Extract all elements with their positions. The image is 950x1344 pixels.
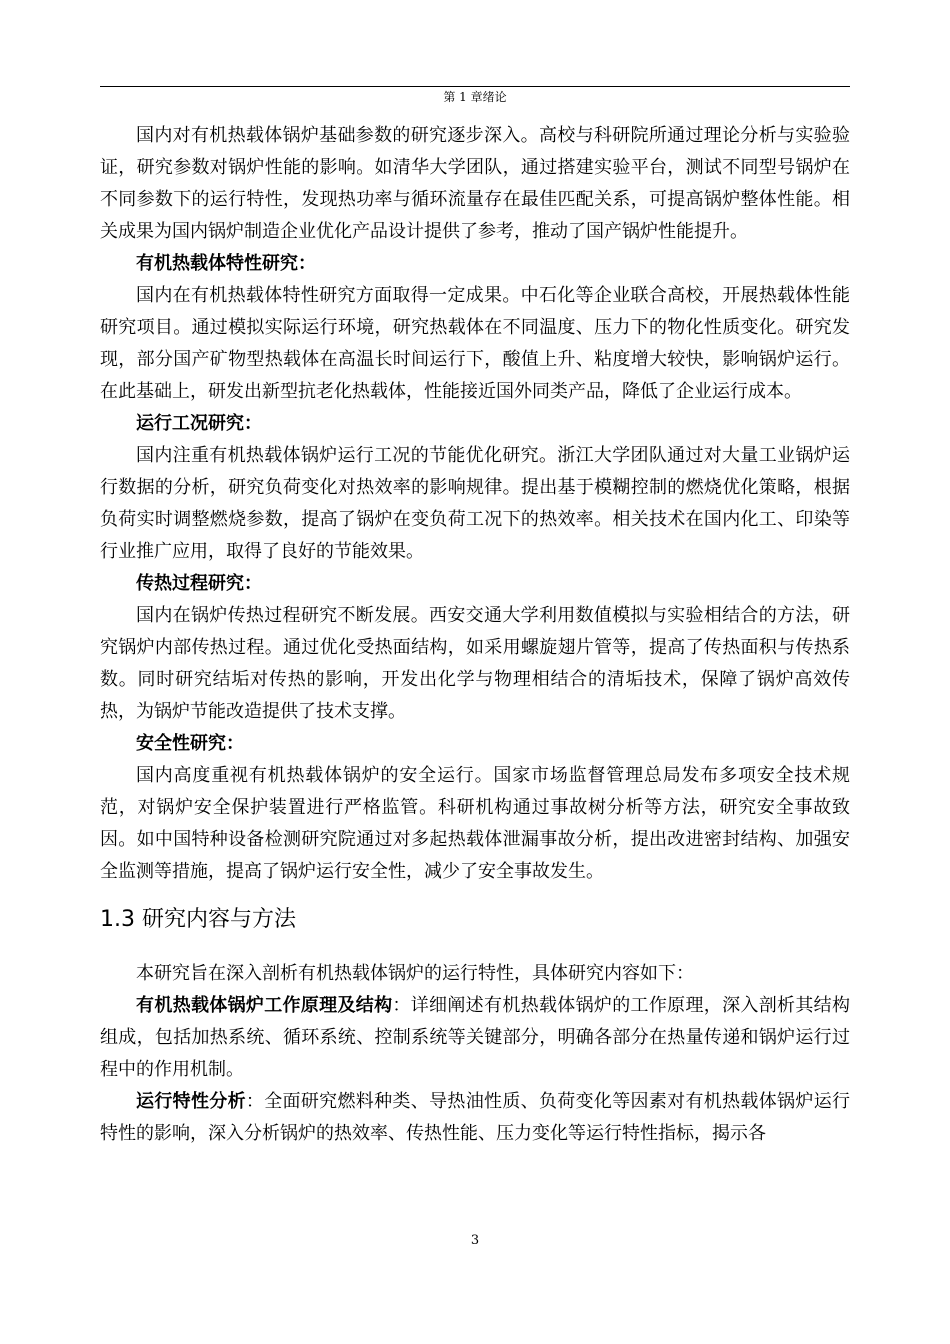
subheading-operating-conditions: 运行工况研究： (136, 413, 262, 434)
page-number: 3 (470, 1233, 480, 1248)
subheading-heat-transfer: 传热过程研究： (136, 573, 262, 594)
body-operating-analysis: ：全面研究燃料种类、导热油性质、负荷变化等因素对有机热载体锅炉运行特性的影响，深入分析锅炉的热效率、传热性能、压力变化等运行特性指标，揭示各 (100, 1091, 851, 1144)
paragraph-heat-carrier: 国内在有机热载体特性研究方面取得一定成果。中石化等企业联合高校，开展热载体性能研究项目。通过模拟实际运行环境，研究热载体在不同温度、压力下的物化性质变化。研究发现，部分国产矿物型热载体在高温长时间运行下，酸值上升、粘度增大较快，影响锅炉运行。在此基础上，研发出新型抗老化热载体，性能接近国外同类产品，降低了企业运行成本。 (100, 285, 850, 402)
subheading-safety: 安全性研究： (136, 733, 244, 754)
paragraph-research-intro: 本研究旨在深入剖析有机热载体锅炉的运行特性，具体研究内容如下： (136, 963, 694, 984)
lead-working-principle: 有机热载体锅炉工作原理及结构 (136, 995, 393, 1016)
subheading-heat-carrier: 有机热载体特性研究： (136, 253, 316, 274)
paragraph-heat-transfer: 国内在锅炉传热过程研究不断发展。西安交通大学利用数值模拟与实验相结合的方法，研究锅炉内部传热过程。通过优化受热面结构，如采用螺旋翅片管等，提高了传热面积与传热系数。同时研究结垢对传热的影响，开发出化学与物理相结合的清垢技术，保障了锅炉高效传热，为锅炉节能改造提供了技术支撑。 (100, 605, 850, 722)
paragraph-operating-conditions: 国内注重有机热载体锅炉运行工况的节能优化研究。浙江大学团队通过对大量工业锅炉运行数据的分析，研究负荷变化对热效率的影响规律。提出基于模糊控制的燃烧优化策略，根据负荷实时调整燃烧参数，提高了锅炉在变负荷工况下的热效率。相关技术在国内化工、印染等行业推广应用，取得了良好的节能效果。 (100, 445, 850, 562)
paragraph-working-principle (100, 990, 850, 1086)
lead-operating-analysis: 运行特性分析 (136, 1091, 246, 1112)
paragraph-operating-analysis (100, 1086, 850, 1150)
body-text (100, 120, 850, 1150)
running-header: 第 1 章绪论 (443, 90, 507, 104)
body-working-principle: ：详细阐述有机热载体锅炉的工作原理，深入剖析其结构组成，包括加热系统、循环系统、控制系统等关键部分，明确各部分在热量传递和锅炉运行过程中的作用机制。 (100, 995, 850, 1080)
section-heading: 1.3 研究内容与方法 (100, 907, 296, 932)
header-rule (100, 86, 850, 87)
paragraph-safety: 国内高度重视有机热载体锅炉的安全运行。国家市场监督管理总局发布多项安全技术规范，对锅炉安全保护装置进行严格监管。科研机构通过事故树分析等方法，研究安全事故致因。如中国特种设备检测研究院通过对多起热载体泄漏事故分析，提出改进密封结构、加强安全监测等措施，提高了锅炉运行安全性，减少了安全事故发生。 (100, 765, 850, 882)
paragraph-basic-params: 国内对有机热载体锅炉基础参数的研究逐步深入。高校与科研院所通过理论分析与实验验证，研究参数对锅炉性能的影响。如清华大学团队，通过搭建实验平台，测试不同型号锅炉在不同参数下的运行特性，发现热功率与循环流量存在最佳匹配关系，可提高锅炉整体性能。相关成果为国内锅炉制造企业优化产品设计提供了参考，推动了国产锅炉性能提升。 (100, 125, 850, 242)
